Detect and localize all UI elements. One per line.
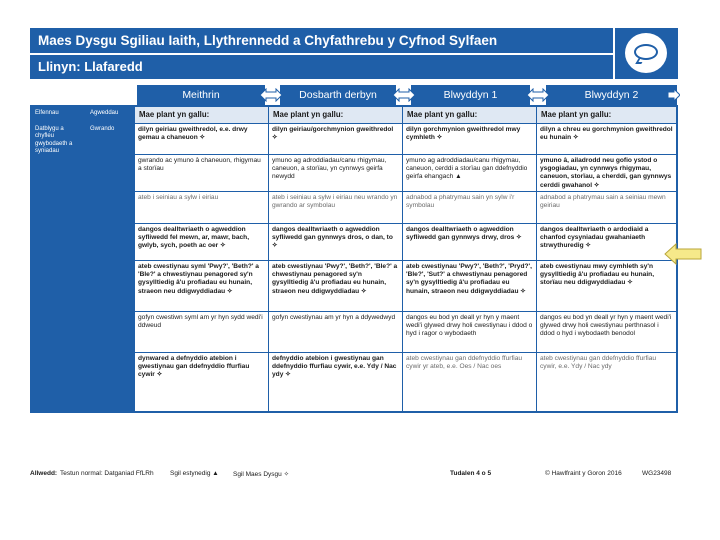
table-cell: dangos eu bod yn deall yr hyn y maent wedi'i glywed drwy holi cwestiynau i ddod o hyd i ragor o wybodaeth [403, 312, 536, 352]
table-cell: ymuno â, ailadrodd neu gofio ystod o ysgogiadau, yn cynnwys rhigymau, caneuon, storïau, a cherddi, gan gynnwys cerddi gwahanol ✧ [537, 155, 676, 191]
column-heading: Mae plant yn gallu: [135, 107, 268, 123]
table-cell: ymuno ag adroddiadau/canu rhigymau, caneuon, a storïau, yn cynnwys geirfa newydd [269, 155, 402, 191]
table-cell: ateb i seiniau a sylw i eiriau neu wrando yn gwrando ar symbolau [269, 192, 402, 223]
table-cell: dynwared a defnyddio atebion i gwestiynau gan ddefnyddio ffurfiau cywir ✧ [135, 353, 268, 411]
year-tab-blwyddyn-1: Blwyddyn 1 [411, 85, 530, 105]
table-cell: ateb cwestiynau 'Pwy?', 'Beth?', 'Pryd?', 'Ble?', 'Sut?' a chwestiynau penagored sy'n gysylltiedig â'u profiadau eu hunain, straeon neu ddigwyddiadau ✧ [403, 261, 536, 311]
column-label-elements: Elfennau [32, 107, 86, 123]
double-arrow-icon [260, 88, 282, 102]
table-cell: dangos dealltwriaeth o agweddion syfliwedd gan gynnwys drwy, dros ✧ [403, 224, 536, 260]
footer-key-item: Testun normal: Datganiad FfLRh [60, 470, 154, 477]
column-heading: Mae plant yn gallu: [537, 107, 676, 123]
table-cell: ateb cwestiynau gan ddefnyddio ffurfiau cywir, e.e. Ydy / Nac ydy [537, 353, 676, 411]
table-cell: ateb i seiniau a sylw i eiriau [135, 192, 268, 223]
footer [30, 470, 678, 484]
year-tab-blwyddyn-2: Blwyddyn 2 [546, 85, 677, 105]
footer-key-item: Sgil Maes Dysgu ✧ [233, 471, 290, 478]
table-cell: dilyn a chreu eu gorchmynion gweithredol eu hunain ✧ [537, 124, 676, 154]
column-heading: Mae plant yn gallu: [269, 107, 402, 123]
table-cell: dangos dealltwriaeth o agweddion syfliwedd fel mewn, ar, mawr, bach, gwlyb, sych, poeth ac oer ✧ [135, 224, 268, 260]
page-title: Maes Dysgu Sgiliau Iaith, Llythrennedd a Chyfathrebu y Cyfnod Sylfaen [30, 28, 613, 53]
table-cell: dangos dealltwriaeth o agweddion syfliwedd gan gynnwys dros, o dan, to ✧ [269, 224, 402, 260]
table-cell: ateb cwestiynau 'Pwy?', 'Beth?', 'Ble?' a chwestiynau penagored sy'n gysylltiedig â'u profiadau eu hunain, straeon neu ddigwyddiadau ✧ [269, 261, 402, 311]
table-cell: adnabod a phatrymau sain a seiniau mewn geiriau [537, 192, 676, 223]
table-cell: adnabod a phatrymau sain yn sylw i'r symbolau [403, 192, 536, 223]
aspect-label: Gwrando [87, 124, 134, 411]
arrow-right-icon [668, 88, 680, 102]
curriculum-table [30, 105, 678, 413]
year-header-row [30, 85, 678, 105]
table-cell: dilyn geiriau/gorchmynion gweithredol ✧ [269, 124, 402, 154]
speech-bubble-icon [625, 33, 667, 73]
strand-title: Llinyn: Llafaredd [30, 55, 613, 79]
table-cell: defnyddio atebion i gwestiynau gan ddefnyddio ffurfiau cywir, e.e. Ydy / Nac ydy ✧ [269, 353, 402, 411]
double-arrow-icon [393, 88, 415, 102]
table-cell: ateb cwestiynau syml 'Pwy?', 'Beth?' a 'Ble?' a chwestiynau penagored sy'n gysylltiedig â'u profiadau eu hunain, straeon neu ddigwyddiadau ✧ [135, 261, 268, 311]
document-code: WG23498 [642, 470, 672, 477]
table-cell: gwrando ac ymuno â chaneuon, rhigymau a storïau [135, 155, 268, 191]
table-cell: dilyn gorchmynion gweithredol mwy cymhleth ✧ [403, 124, 536, 154]
table-cell: dilyn geiriau gweithredol, e.e. drwy gemau a chaneuon ✧ [135, 124, 268, 154]
arrow-left-icon [664, 243, 702, 265]
column-label-aspects: Agweddau [87, 107, 134, 123]
table-cell: gofyn cwestiynau am yr hyn a ddywedwyd [269, 312, 402, 352]
footer-key: Allwedd: [30, 470, 58, 477]
logo [615, 28, 678, 79]
table-cell: gofyn cwestiwn syml am yr hyn sydd wedi'i ddweud [135, 312, 268, 352]
double-arrow-icon [527, 88, 549, 102]
copyright: © Hawlfraint y Goron 2016 [545, 470, 622, 477]
table-cell: ateb cwestiynau mwy cymhleth sy'n gysylltiedig â'u profiadau eu hunain, storïau neu ddigwyddiadau ✧ [537, 261, 676, 311]
table-cell: dangos eu bod yn deall yr hyn y maent wedi'i glywed drwy holi cwestiynau perthnasol i ddod o hyd i wybodaeth benodol [537, 312, 676, 352]
element-label: Datblygu a chyfleu gwybodaeth a syniadau [32, 124, 86, 411]
column-heading: Mae plant yn gallu: [403, 107, 536, 123]
year-tab-meithrin: Meithrin [137, 85, 265, 105]
footer-key-item: Sgil estynedig ▲ [170, 470, 219, 477]
table-cell: ymuno ag adroddiadau/canu rhigymau, caneuon, cerddi a storïau gan ddefnyddio geirfa ehangach ▲ [403, 155, 536, 191]
table-cell: ateb cwestiynau gan ddefnyddio ffurfiau cywir yr ateb, e.e. Oes / Nac oes [403, 353, 536, 411]
year-tab-dosbarth-derbyn: Dosbarth derbyn [280, 85, 396, 105]
page-number: Tudalen 4 o 5 [450, 470, 492, 477]
table-cell: dangos dealltwriaeth o ardodiaid a chanfod cysyniadau gwahaniaeth strwythuredig ✧ [537, 224, 676, 260]
